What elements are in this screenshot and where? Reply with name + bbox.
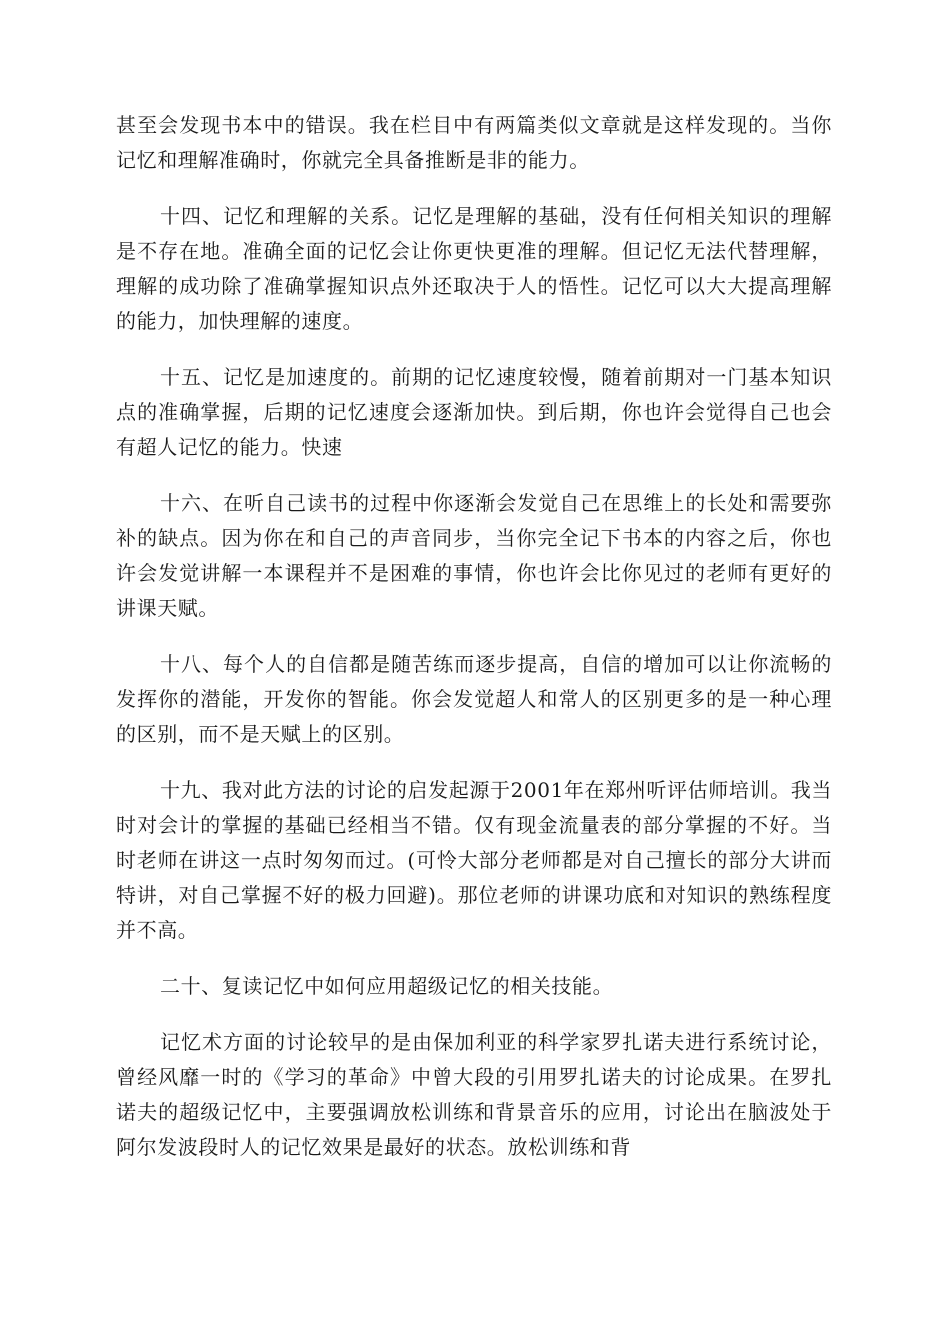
paragraph-19: 十九、我对此方法的讨论的启发起源于2001年在郑州听评估师培训。我当时对会计的掌握的基础已经相当不错。仅有现金流量表的部分掌握的不好。当时老师在讲这一点时匆匆而过。(可怜大部分老师都是对自己擅长的部分大讲而特讲，对自己掌握不好的极力回避)。那位老师的讲课功底和对知识的熟练程度并不高。 (116, 778, 832, 942)
paragraph-18: 十八、每个人的自信都是随苦练而逐步提高，自信的增加可以让你流畅的发挥你的潜能，开发你的智能。你会发觉超人和常人的区别更多的是一种心理的区别，而不是天赋上的区别。 (116, 652, 832, 746)
paragraph-14: 十四、记忆和理解的关系。记忆是理解的基础，没有任何相关知识的理解是不存在地。准确全面的记忆会让你更快更准的理解。但记忆无法代替理解，理解的成功除了准确掌握知识点外还取决于人的悟性。记忆可以大大提高理解的能力，加快理解的速度。 (116, 204, 832, 333)
paragraph-memory-techniques: 记忆术方面的讨论较早的是由保加利亚的科学家罗扎诺夫进行系统讨论，曾经风靡一时的《学习的革命》中曾大段的引用罗扎诺夫的讨论成果。在罗扎诺夫的超级记忆中，主要强调放松训练和背景音乐的应用，讨论出在脑波处于阿尔发波段时人的记忆效果是最好的状态。放松训练和背 (116, 1030, 832, 1159)
paragraph-continuation: 甚至会发现书本中的错误。我在栏目中有两篇类似文章就是这样发现的。当你记忆和理解准确时，你就完全具备推断是非的能力。 (116, 113, 832, 172)
document-body (116, 108, 832, 1186)
paragraph-20: 二十、复读记忆中如何应用超级记忆的相关技能。 (160, 974, 614, 998)
paragraph-16: 十六、在听自己读书的过程中你逐渐会发觉自己在思维上的长处和需要弥补的缺点。因为你在和自己的声音同步，当你完全记下书本的内容之后，你也许会发觉讲解一本课程并不是困难的事情，你也许会比你见过的老师有更好的讲课天赋。 (116, 491, 832, 620)
paragraph-15: 十五、记忆是加速度的。前期的记忆速度较慢，随着前期对一门基本知识点的准确掌握，后期的记忆速度会逐渐加快。到后期，你也许会觉得自己也会有超人记忆的能力。快速 (116, 365, 832, 459)
